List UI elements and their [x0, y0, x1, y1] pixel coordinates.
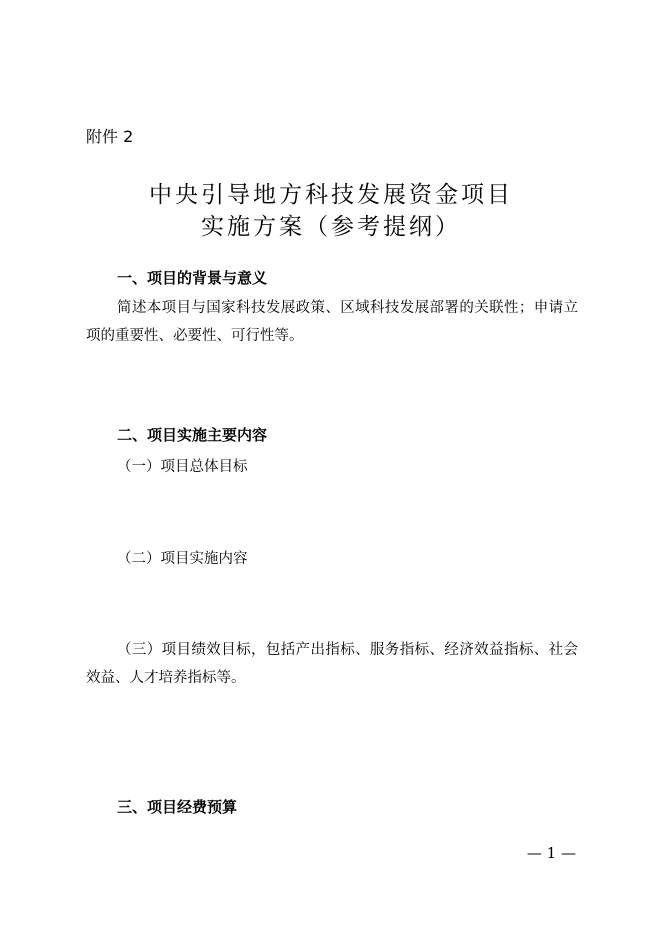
attachment-label: 附件 2 — [86, 127, 134, 146]
section-heading-2: 二、项目实施主要内容 — [117, 426, 268, 444]
page-number: — 1 — — [526, 844, 576, 862]
document-title-line-2: 实施方案（参考提纲） — [201, 214, 461, 240]
subitem-overall-goal: （一）项目总体目标 — [117, 459, 248, 475]
subitem-performance-goals: （三）项目绩效目标，包括产出指标、服务指标、经济效益指标、社会效益、人才培养指标等。 — [86, 642, 578, 686]
subitem-implementation-content: （二）项目实施内容 — [117, 551, 248, 567]
section-heading-1: 一、项目的背景与意义 — [117, 269, 268, 287]
section-1-paragraph: 简述本项目与国家科技发展政策、区域科技发展部署的关联性；申请立项的重要性、必要性、可行性等。 — [86, 300, 578, 344]
section-heading-3: 三、项目经费预算 — [117, 798, 238, 816]
document-title-line-1: 中央引导地方科技发展资金项目 — [149, 182, 513, 208]
